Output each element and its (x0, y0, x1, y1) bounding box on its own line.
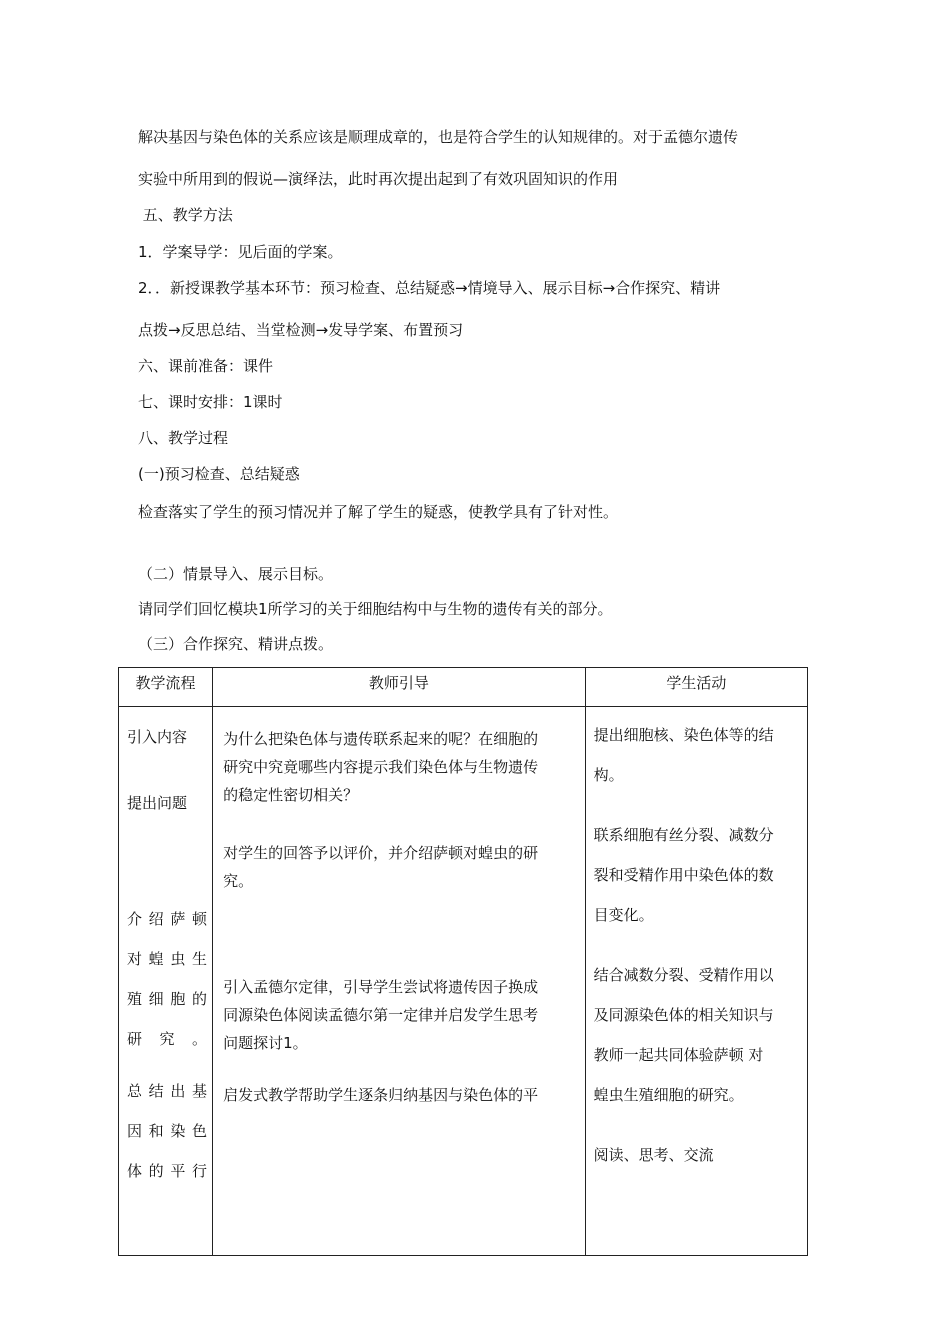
subsection-heading-preview: (一)预习检查、总结疑惑 (138, 465, 300, 483)
subsection-heading-cooperation: （三）合作探究、精讲点拨。 (138, 635, 334, 653)
flow-step-intro: 引入内容 (127, 728, 188, 746)
student-activity-cell (585, 707, 807, 1256)
section-heading-methods: 五、教学方法 (138, 206, 233, 224)
teaching-process-table (118, 667, 808, 1256)
teacher-guidance-cell (213, 707, 586, 1256)
paragraph-line-method-2-cont: 点拨→反思总结、当堂检测→发导学案、布置预习 (138, 321, 464, 339)
paragraph-line-preview: 检查落实了学生的预习情况并了解了学生的疑惑，使教学具有了针对性。 (138, 503, 619, 521)
guidance-evaluate: 对学生的回答予以评价，并介绍萨顿对蝗虫的研 究。 (223, 844, 539, 890)
flow-cell (119, 707, 213, 1256)
paragraph-line-2: 实验中所用到的假说—演绎法，此时再次提出起到了有效巩固知识的作用 (138, 170, 619, 188)
table-header-row (119, 668, 808, 707)
section-heading-process: 八、教学过程 (138, 429, 229, 447)
guidance-mendel: 引入孟德尔定律，引导学生尝试将遗传因子换成 同源染色体阅读孟德尔第一定律并启发学生思考 问题探讨1。 (223, 978, 539, 1052)
paragraph-line-method-2: 2．．新授课教学基本环节：预习检查、总结疑惑→情境导入、展示目标→合作探究、精讲 (138, 279, 721, 297)
activity-chromosome-change: 联系细胞有丝分裂、减数分 裂和受精作用中染色体的数 目变化。 (593, 826, 774, 924)
header-teacher-guidance: 教师引导 (213, 668, 586, 707)
activity-read-discuss: 阅读、思考、交流 (593, 1146, 714, 1164)
header-teaching-flow: 教学流程 (119, 668, 213, 707)
paragraph-line-method-1: 1．学案导学：见后面的学案。 (138, 243, 343, 261)
header-student-activity: 学生活动 (585, 668, 807, 707)
flow-step-sutton: 介绍萨顿 对蝗虫生 殖细胞的 研究。 (127, 910, 207, 1048)
flow-step-summary: 总结出基 因和染色 体的平行 (127, 1082, 207, 1180)
paragraph-line-scenario: 请同学们回忆模块1所学习的关于细胞结构中与生物的遗传有关的部分。 (138, 600, 613, 618)
activity-structure: 提出细胞核、染色体等的结 构。 (593, 726, 774, 784)
subsection-heading-scenario: （二）情景导入、展示目标。 (138, 565, 334, 583)
section-heading-schedule: 七、课时安排：1课时 (138, 393, 283, 411)
paragraph-line-1: 解决基因与染色体的关系应该是顺理成章的，也是符合学生的认知规律的。对于孟德尔遗传 (138, 128, 739, 146)
flow-step-question: 提出问题 (127, 794, 188, 812)
guidance-heuristic: 启发式教学帮助学生逐条归纳基因与染色体的平 (223, 1086, 539, 1104)
guidance-question: 为什么把染色体与遗传联系起来的呢？在细胞的 研究中究竟哪些内容提示我们染色体与生物遗传 的稳定性密切相关？ (223, 730, 539, 804)
section-heading-preparation: 六、课前准备：课件 (138, 357, 274, 375)
activity-sutton-experience: 结合减数分裂、受精作用以 及同源染色体的相关知识与 教师一起共同体验萨顿 对 蝗虫生殖细胞的研究。 (593, 966, 774, 1104)
table-row (119, 707, 808, 1256)
